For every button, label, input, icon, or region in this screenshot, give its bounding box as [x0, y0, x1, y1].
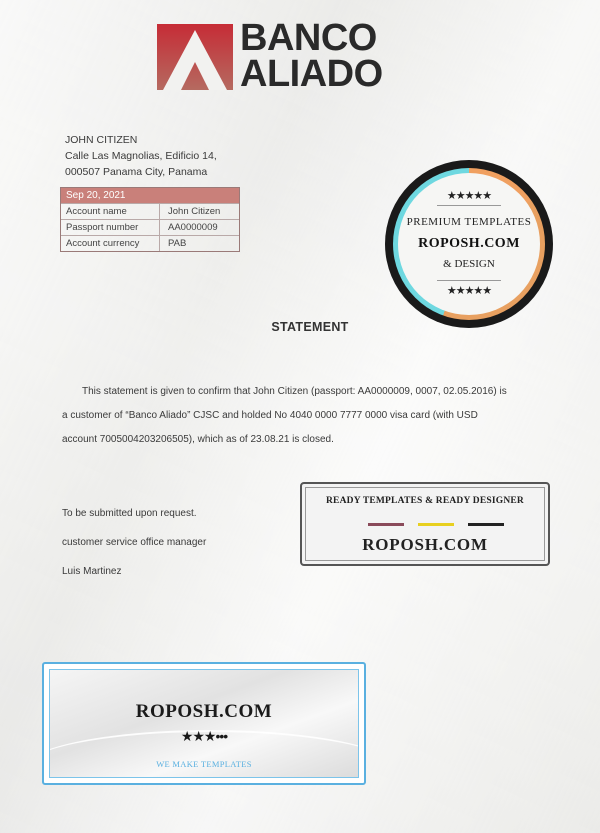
statement-date: Sep 20, 2021	[61, 188, 239, 203]
color-bar	[468, 523, 504, 526]
signature-block	[62, 506, 206, 593]
bank-name-line2: ALIADO	[240, 53, 383, 95]
table-row	[61, 235, 239, 251]
seal-stars-top: ★★★★★	[446, 190, 492, 202]
statement-body	[62, 380, 538, 452]
account-info-table	[60, 187, 240, 252]
row-label: Account name	[61, 204, 160, 219]
row-label: Passport number	[61, 220, 160, 235]
table-row	[61, 219, 239, 235]
premium-templates-seal	[385, 160, 553, 328]
ready-stamp-bars	[368, 523, 504, 526]
recipient-address	[65, 132, 217, 180]
seal-line3: & DESIGN	[443, 258, 495, 270]
table-row	[61, 203, 239, 219]
recipient-name: JOHN CITIZEN	[65, 134, 138, 146]
address-line1: Calle Las Magnolias, Edificio 14,	[65, 150, 217, 162]
bank-logo-text	[240, 17, 383, 95]
color-bar	[418, 523, 454, 526]
row-value: PAB	[168, 238, 187, 249]
seal-line2: ROPOSH.COM	[418, 236, 520, 251]
roposh-banner	[42, 662, 366, 785]
row-value: John Citizen	[168, 206, 221, 217]
seal-stars-bottom: ★★★★★	[446, 285, 492, 297]
ready-stamp-line2: ROPOSH.COM	[362, 535, 488, 554]
statement-line3: account 7005004203206505), which as of 23.08.21 is closed.	[62, 434, 334, 445]
signature-line2: customer service office manager	[62, 537, 207, 548]
address-line2: 000507 Panama City, Panama	[65, 166, 208, 178]
row-value: AA0000009	[168, 222, 218, 233]
bank-name-line1: BANCO	[240, 17, 377, 59]
ready-templates-stamp	[300, 482, 550, 566]
seal-line1: PREMIUM TEMPLATES	[406, 216, 532, 228]
banner-stars-icon: ★★★•••	[180, 728, 228, 744]
bank-logo-mark	[157, 24, 233, 90]
color-bar	[368, 523, 404, 526]
statement-line1: This statement is given to confirm that John Citizen (passport: AA0000009, 0007, 02.05.2016) is	[82, 386, 507, 397]
ready-stamp-line1: READY TEMPLATES & READY DESIGNER	[325, 496, 524, 506]
signature-line1: To be submitted upon request.	[62, 508, 197, 519]
banner-line1: ROPOSH.COM	[135, 701, 273, 722]
banner-line2: WE MAKE TEMPLATES	[156, 759, 252, 769]
signature-line3: Luis Martinez	[62, 566, 122, 577]
statement-title: STATEMENT	[271, 320, 349, 334]
statement-line2: a customer of “Banco Aliado” CJSC and holded No 4040 0000 7777 0000 visa card (with USD	[62, 410, 478, 421]
row-label: Account currency	[61, 236, 160, 251]
